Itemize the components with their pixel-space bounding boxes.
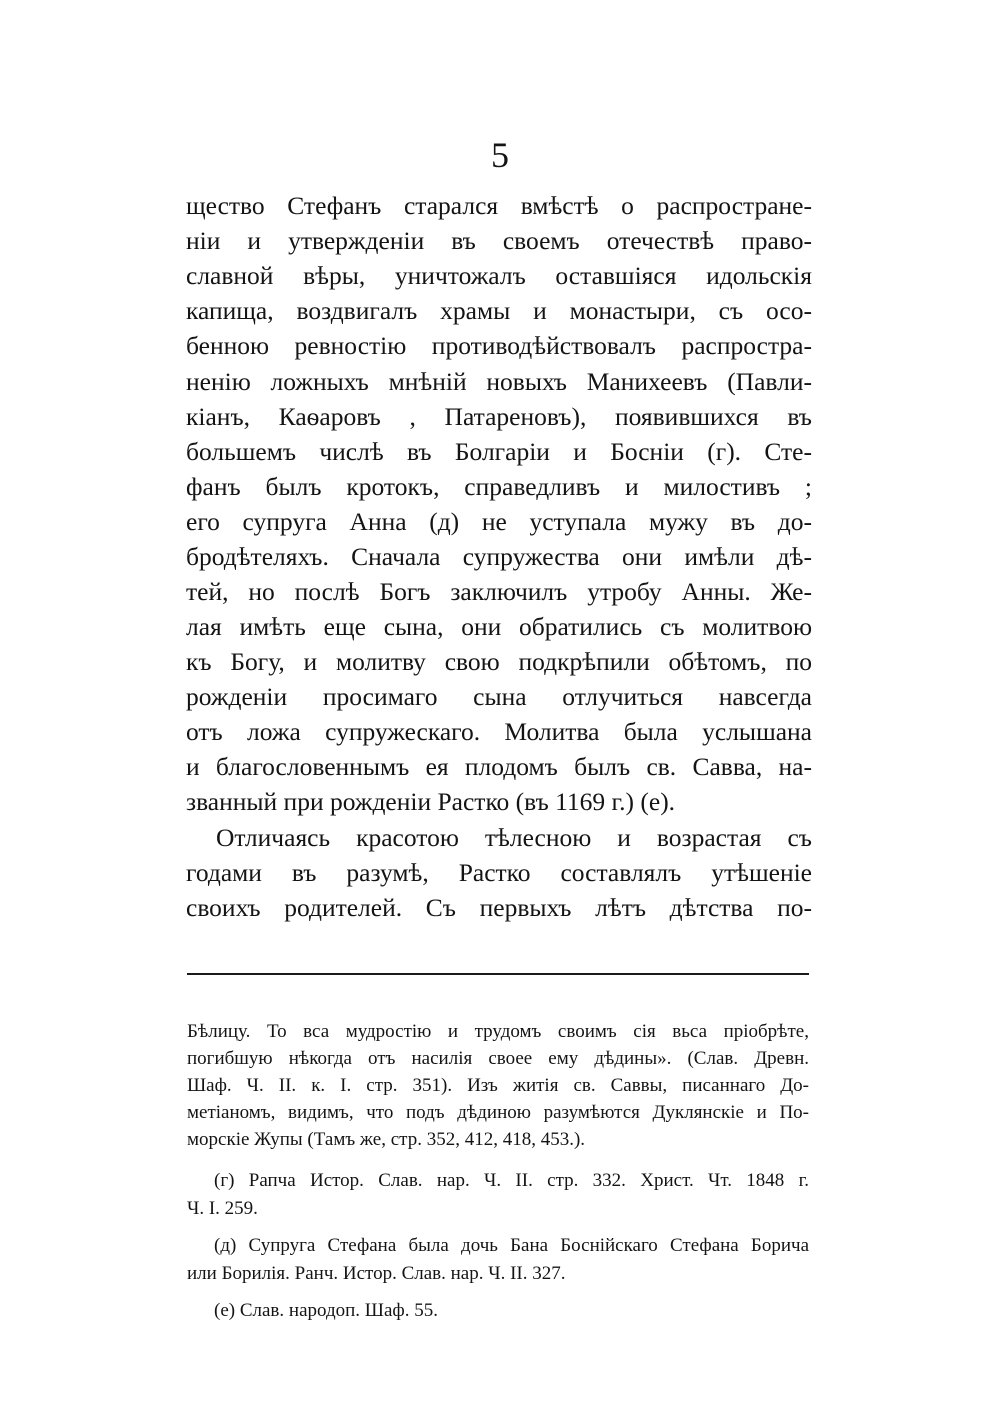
footnote-divider <box>187 973 809 975</box>
text-line: славной вѣры, уничтожалъ оставшiяся идольскiя <box>186 261 812 290</box>
text-line: къ Богу, и молитву свою подкрѣпили обѣтомъ, по <box>186 647 812 676</box>
footnote-line: (е) Слав. народоп. Шаф. 55. <box>214 1300 438 1321</box>
footnote-line: погибшую нѣкогда отъ насилiя своее ему дѣдины». (Слав. Древн. <box>187 1048 809 1069</box>
text-line: рожденiи просимаго сына отлучиться навсегда <box>186 682 812 711</box>
text-line: тей, но послѣ Богъ заключилъ утробу Анны. Же- <box>186 577 812 606</box>
footnote-line: (д) Супруга Стефана была дочь Бана Боснiйскаго Стефана Борича <box>214 1235 809 1256</box>
text-line: Отличаясь красотою тѣлесною и возрастая съ <box>216 823 812 852</box>
text-line: бродѣтеляхъ. Сначала супружества они имѣли дѣ- <box>186 542 812 571</box>
footnote-line: морскiе Жупы (Тамъ же, стр. 352, 412, 418, 453.). <box>187 1129 586 1150</box>
text-line: фанъ былъ кротокъ, справедливъ и милостивъ ; <box>186 472 812 501</box>
text-line: кiанъ, Каѳаровъ , Патареновъ), появившихся въ <box>186 402 812 431</box>
text-line: и благословеннымъ ея плодомъ былъ св. Савва, на- <box>186 752 812 781</box>
text-line: его супруга Анна (д) не уступала мужу въ до- <box>186 507 812 536</box>
text-line: большемъ числѣ въ Болгарiи и Боснiи (г). Сте- <box>186 437 812 466</box>
text-line: бенною ревностiю противодѣйствовалъ распростра- <box>186 331 812 360</box>
text-line: званный при рожденiи Растко (въ 1169 г.) (е). <box>186 787 676 816</box>
text-line: отъ ложа супружескаго. Молитва была услышана <box>186 717 812 746</box>
text-line: лая имѣть еще сына, они обратились съ молитвою <box>186 612 812 641</box>
footnote-line: (г) Рапча Истор. Слав. нар. Ч. II. стр. 332. Христ. Чт. 1848 г. <box>214 1170 809 1191</box>
footnote-line: или Борилiя. Ранч. Истор. Слав. нар. Ч. II. 327. <box>187 1263 566 1284</box>
footnote-line: Ч. I. 259. <box>187 1198 258 1219</box>
text-line: щество Стефанъ старался вмѣстѣ о распростране- <box>186 191 812 220</box>
text-line: капища, воздвигалъ храмы и монастыри, съ осо- <box>186 296 812 325</box>
footnote-line: Шаф. Ч. II. к. I. стр. 351). Изъ житiя св. Саввы, писаннаго До- <box>187 1075 809 1096</box>
footnote-line: метiаномъ, видимъ, что подъ дѣдиною разумѣются Дуклянскiе и По- <box>187 1102 809 1123</box>
text-line: годами въ разумѣ, Растко составлялъ утѣшенiе <box>186 858 812 887</box>
footnote-line: Бѣлицу. То вса мудростiю и трудомъ своимъ сiя вьса прiобрѣте, <box>187 1021 809 1042</box>
text-line: своихъ родителей. Съ первыхъ лѣтъ дѣтства по- <box>186 893 812 922</box>
text-line: ненiю ложныхъ мнѣнiй новыхъ Манихеевъ (Павли- <box>186 367 812 396</box>
page-number: 5 <box>491 135 509 175</box>
text-line: нiи и утвержденiи въ своемъ отечествѣ право- <box>186 226 812 255</box>
